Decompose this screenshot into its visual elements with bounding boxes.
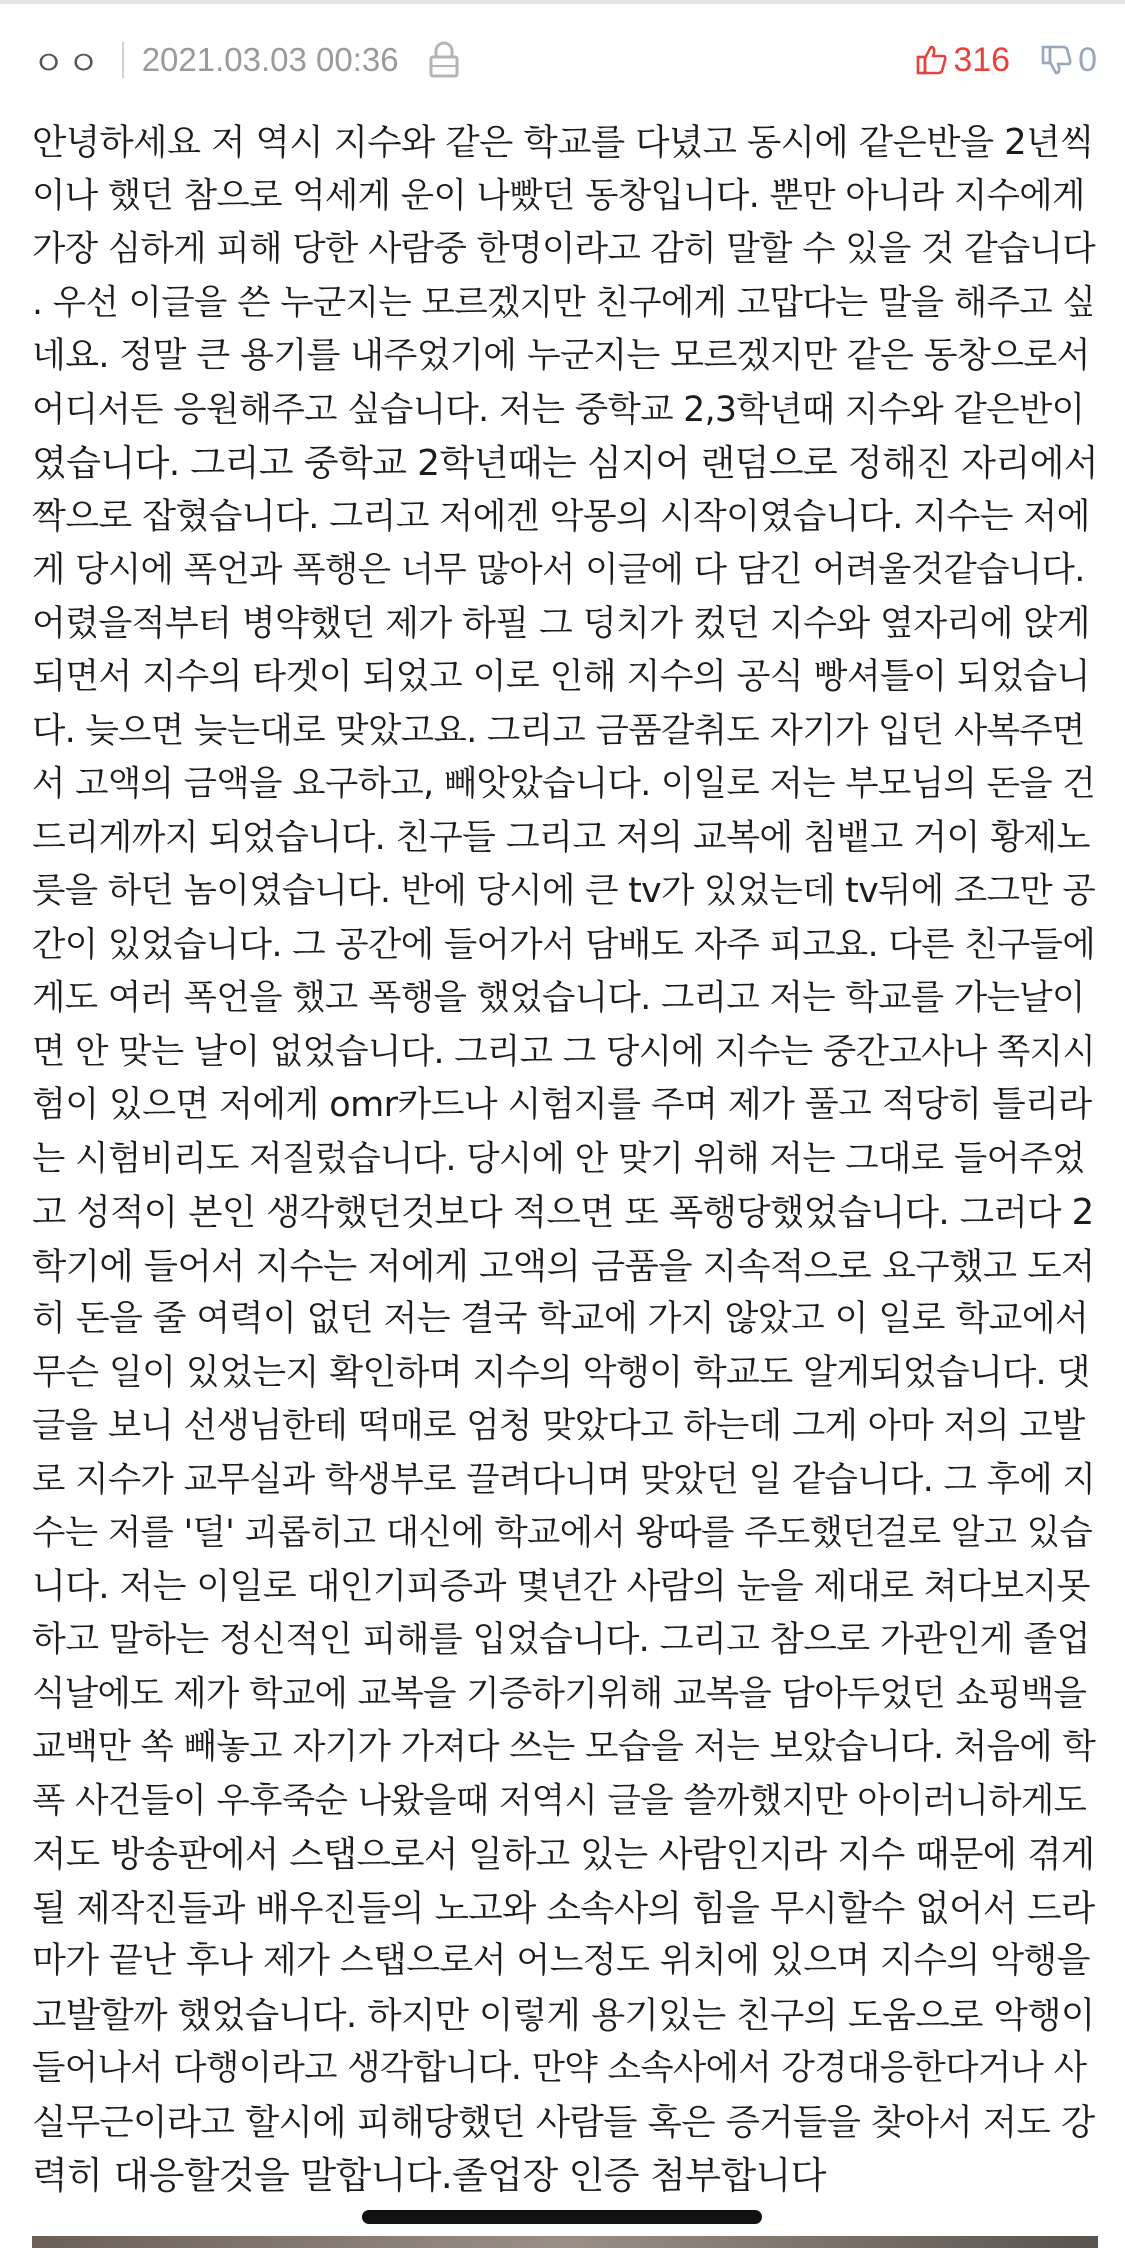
post-line: 무슨 일이 있었는지 확인하며 지수의 악행이 학교도 알게되었습니다. 댓 bbox=[32, 1352, 1090, 1393]
post-line: 게 당시에 폭언과 폭행은 너무 많아서 이글에 다 담긴 어려울것같습니다. bbox=[32, 550, 1085, 590]
home-indicator[interactable] bbox=[362, 2210, 762, 2224]
author-name[interactable]: ㅇㅇ bbox=[32, 44, 102, 83]
post-line: 들어나서 다행이라고 생각합니다. 만약 소속사에서 강경대응한다거나 사 bbox=[32, 2048, 1087, 2088]
post-line: 게도 여러 폭언을 했고 폭행을 했었습니다. 그리고 저는 학교를 가는날이 bbox=[32, 978, 1085, 1018]
post-meta-bar bbox=[32, 30, 1097, 90]
lock-icon bbox=[427, 40, 461, 80]
post-line: 니다. 저는 이일로 대인기피증과 몇년간 사람의 눈을 제대로 쳐다보지못 bbox=[32, 1566, 1090, 1607]
post-line: 이나 했던 참으로 억세게 운이 나빴던 동창입니다. 뿐만 아니라 지수에게 bbox=[32, 175, 1085, 216]
post-line: 학기에 들어서 지수는 저에게 고액의 금품을 지속적으로 요구했고 도저 bbox=[32, 1245, 1095, 1287]
post-line: 드리게까지 되었습니다. 친구들 그리고 저의 교복에 침뱉고 거이 황제노 bbox=[32, 817, 1090, 858]
post-line: 가장 심하게 피해 당한 사람중 한명이라고 감히 말할 수 있을 것 같습니다 bbox=[32, 229, 1096, 269]
post-line: 실무근이라고 할시에 피해당했던 사람들 혹은 증거들을 찾아서 저도 강 bbox=[32, 2101, 1095, 2143]
thumbs-down-icon bbox=[1040, 43, 1074, 77]
post-line: 안녕하세요 저 역시 지수와 같은 학교를 다녔고 동시에 같은반을 2년씩 bbox=[32, 122, 1094, 163]
post-line: 될 제작진들과 배우진들의 노고와 소속사의 힘을 무시할수 없어서 드라 bbox=[32, 1887, 1095, 1929]
post-line: 였습니다. 그리고 중학교 2학년때는 심지어 랜덤으로 정해진 자리에서 bbox=[32, 443, 1098, 484]
post-line: 하고 말하는 정신적인 피해를 입었습니다. 그리고 참으로 가관인게 졸업 bbox=[32, 1620, 1090, 1660]
meta-separator bbox=[122, 42, 124, 78]
post-line: . 우선 이글을 쓴 누군지는 모르겠지만 친구에게 고맙다는 말을 해주고 싶 bbox=[32, 282, 1096, 323]
post-line: 어렸을적부터 병약했던 제가 하필 그 덩치가 컸던 지수와 옆자리에 앉게 bbox=[32, 603, 1090, 644]
top-divider bbox=[0, 0, 1125, 4]
downvote-count: 0 bbox=[1078, 40, 1097, 79]
post-line: 는 시험비리도 저질렀습니다. 당시에 안 맞기 위해 저는 그대로 들어주었 bbox=[32, 1138, 1085, 1179]
post-line: 저도 방송판에서 스탭으로서 일하고 있는 사람인지라 지수 때문에 겪게 bbox=[32, 1834, 1095, 1875]
post-date: 2021.03.03 00:36 bbox=[141, 41, 399, 78]
post-line: 간이 있었습니다. 그 공간에 들어가서 담배도 자주 피고요. 다른 친구들에 bbox=[32, 924, 1096, 965]
post-body bbox=[32, 116, 1098, 2203]
post-line: 로 지수가 교무실과 학생부로 끌려다니며 맞았던 일 같습니다. 그 후에 지 bbox=[32, 1459, 1096, 1500]
upvote-count: 316 bbox=[953, 40, 1011, 79]
downvote-button[interactable] bbox=[1040, 41, 1097, 80]
post-line: 네요. 정말 큰 용기를 내주었기에 누군지는 모르겠지만 같은 동창으로서 bbox=[32, 336, 1090, 376]
post-line: 면 안 맞는 날이 없었습니다. 그리고 그 당시에 지수는 중간고사나 쪽지시 bbox=[32, 1031, 1096, 1072]
post-line: 수는 저를 '덜' 괴롭히고 대신에 학교에서 왕따를 주도했던걸로 알고 있습 bbox=[32, 1513, 1093, 1553]
post-line: 고 성적이 본인 생각했던것보다 적으면 또 폭행당했었습니다. 그러다 2 bbox=[32, 1192, 1094, 1233]
post-line: 험이 있으면 저에게 omr카드나 시험지를 주며 제가 풀고 적당히 틀리라 bbox=[32, 1085, 1092, 1125]
post-line: 히 돈을 줄 여력이 없던 저는 결국 학교에 가지 않았고 이 일로 학교에서 bbox=[32, 1299, 1089, 1339]
post-line: 다. 늦으면 늦는대로 맞았고요. 그리고 금품갈취도 자기가 입던 사복주면 bbox=[32, 710, 1085, 751]
post-line: 고발할까 했었습니다. 하지만 이렇게 용기있는 친구의 도움으로 악행이 bbox=[32, 1994, 1095, 2036]
upvote-button[interactable] bbox=[915, 41, 1010, 80]
post-line: 마가 끝난 후나 제가 스탭으로서 어느정도 위치에 있으며 지수의 악행을 bbox=[32, 1941, 1090, 1981]
thumbs-up-icon bbox=[915, 43, 949, 77]
attached-image-edge[interactable] bbox=[32, 2236, 1098, 2248]
post-line: 어디서든 응원해주고 싶습니다. 저는 중학교 2,3학년때 지수와 같은반이 bbox=[32, 389, 1085, 430]
post-line: 되면서 지수의 타겟이 되었고 이로 인해 지수의 공식 빵셔틀이 되었습니 bbox=[32, 657, 1090, 697]
post-line: 서 고액의 금액을 요구하고, 빼앗았습니다. 이일로 저는 부모님의 돈을 건 bbox=[32, 764, 1096, 804]
post-line: 릇을 하던 놈이였습니다. 반에 당시에 큰 tv가 있었는데 tv뒤에 조그만 공 bbox=[32, 871, 1096, 911]
post-line: 글을 보니 선생님한테 떡매로 엄청 맞았다고 하는데 그게 아마 저의 고발 bbox=[32, 1406, 1085, 1446]
post-line: 짝으로 잡혔습니다. 그리고 저에겐 악몽의 시작이였습니다. 지수는 저에 bbox=[32, 496, 1090, 537]
post-line: 력히 대응할것을 말합니다.졸업장 인증 첨부합니다 bbox=[32, 2154, 826, 2197]
post-line: 폭 사건들이 우후죽순 나왔을때 저역시 글을 쓸까했지만 아이러니하게도 bbox=[32, 1780, 1087, 1821]
post-line: 교백만 쏙 빼놓고 자기가 가져다 쓰는 모습을 저는 보았습니다. 처음에 학 bbox=[32, 1727, 1096, 1767]
post-line: 식날에도 제가 학교에 교복을 기증하기위해 교복을 담아두었던 쇼핑백을 bbox=[32, 1673, 1087, 1714]
vote-group bbox=[915, 41, 1097, 80]
